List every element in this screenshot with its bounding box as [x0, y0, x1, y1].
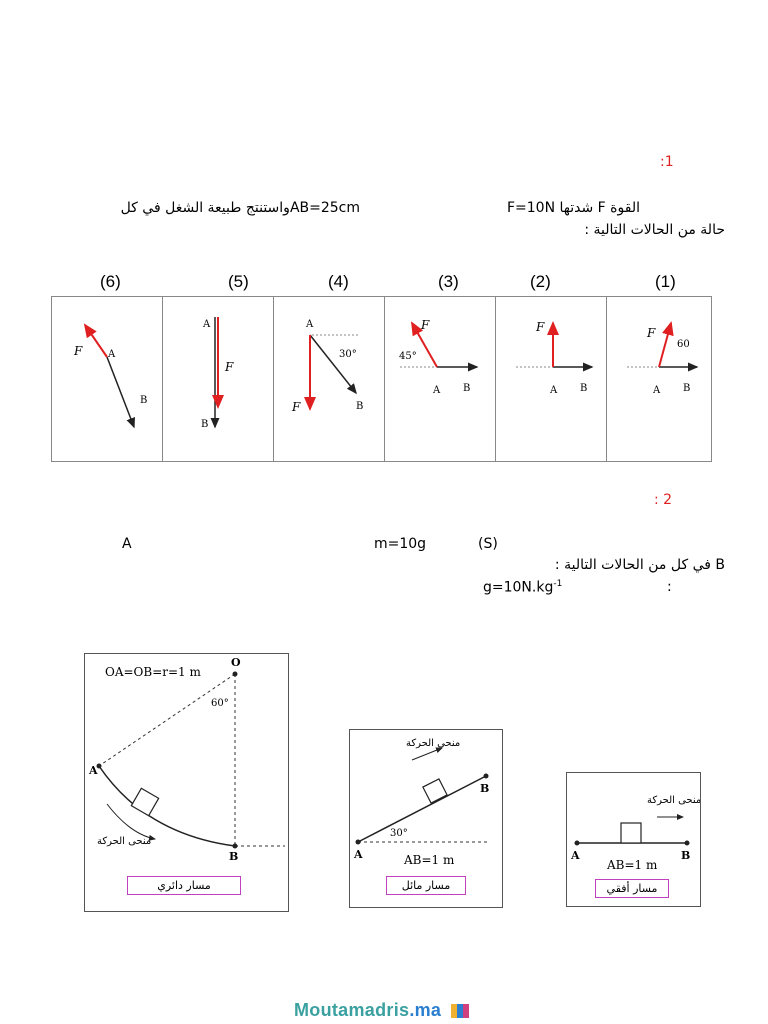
ex1-force-text: القوة F شدتها F=10N [506, 200, 640, 216]
circular-track [99, 766, 235, 846]
inclined-caption: مسار مائل [386, 876, 466, 895]
logo-mark-icon [451, 1004, 469, 1018]
force-label: F [225, 360, 234, 374]
force-label: F [536, 320, 545, 334]
force-label: F [292, 400, 301, 414]
angle-label: 30° [390, 828, 408, 839]
panel-label-5: (5) [228, 272, 249, 291]
panel-1 [606, 297, 717, 461]
direction-label: منحى الحركة [97, 836, 152, 847]
horizontal-caption: مسار أفقي [595, 879, 669, 898]
force-arrow [659, 323, 671, 367]
point-b: B [580, 383, 588, 394]
force-arrow [85, 325, 107, 357]
panel-1-diagram [607, 297, 717, 461]
point-a: A [433, 385, 441, 396]
exercise-1-number: :1 [660, 154, 674, 170]
angle-label: 60° [211, 698, 229, 709]
point-a-dot [575, 841, 580, 846]
point-a-label: A [571, 849, 580, 862]
point-a-label: A [354, 848, 363, 861]
horizontal-path-figure [566, 772, 701, 907]
point-b-dot [233, 844, 238, 849]
direction-label: منحى الحركة [406, 738, 461, 749]
point-b: B [463, 383, 471, 394]
length-label: AB=1 m [607, 858, 658, 872]
panel-5-diagram [163, 297, 273, 461]
point-a-dot [356, 840, 361, 845]
circular-caption: مسار دائري [127, 876, 241, 895]
force-label: F [421, 318, 430, 332]
angle-label: 30° [339, 349, 357, 360]
point-a: A [653, 385, 661, 396]
panel-label-3: (3) [438, 272, 459, 291]
panel-label-6: (6) [100, 272, 121, 291]
point-b-label: B [480, 782, 490, 795]
panel-2 [495, 297, 606, 461]
point-o-dot [233, 672, 238, 677]
ex2-mass: m=10g [374, 536, 427, 552]
point-b: B [140, 395, 148, 406]
panel-label-2: (2) [530, 272, 551, 291]
direction-label: منحى الحركة [647, 795, 700, 806]
panel-4 [273, 297, 384, 461]
point-b-label: B [229, 850, 239, 863]
inclined-path-figure [349, 729, 503, 908]
logo-main: Moutamadris [294, 1000, 410, 1020]
point-b-dot [685, 841, 690, 846]
gravity-value: g=10N.kg [483, 579, 554, 596]
ex2-cases-text: B في كل من الحالات التالية : [554, 557, 725, 573]
force-label: F [647, 326, 656, 340]
direction-arrow [412, 748, 442, 760]
force-label: F [74, 344, 83, 358]
panel-3-diagram [385, 297, 495, 461]
point-a: A [203, 319, 211, 330]
panel-6 [52, 297, 162, 461]
panel-6-diagram [52, 297, 162, 461]
solid-block [131, 788, 158, 815]
length-label: AB=1 m [404, 853, 455, 867]
panel-2-diagram [496, 297, 606, 461]
point-o-label: O [231, 656, 241, 669]
displacement-arrow [310, 335, 356, 393]
ex1-work-text: AB=25cmواستنتج طبيعة الشغل في كل [120, 200, 360, 216]
point-a: A [306, 319, 314, 330]
radius-oa [99, 674, 235, 766]
panel-3 [384, 297, 495, 461]
point-b: B [356, 401, 364, 412]
panel-5 [162, 297, 273, 461]
force-panels [51, 296, 712, 462]
solid-block [423, 779, 447, 803]
solid-block [621, 823, 641, 843]
ex2-point-a: A [122, 536, 132, 552]
point-b: B [201, 419, 209, 430]
gravity-exponent: -1 [553, 579, 563, 589]
point-a: A [108, 349, 116, 360]
panel-4-diagram [274, 297, 384, 461]
ex1-cases-text: حالة من الحالات التالية : [584, 222, 725, 238]
point-b: B [683, 383, 691, 394]
panel-label-4: (4) [328, 272, 349, 291]
panel-label-1: (1) [655, 272, 676, 291]
point-a: A [550, 385, 558, 396]
radius-label: OA=OB=r=1 m [105, 665, 201, 679]
circular-path-figure [84, 653, 289, 912]
ex2-gravity [483, 579, 562, 596]
ex2-colon: : [667, 579, 672, 595]
angle-label: 45° [399, 351, 417, 362]
angle-label: 60 [677, 339, 690, 350]
displacement-arrow [107, 357, 134, 427]
site-logo [294, 1000, 469, 1021]
circular-path-diagram [85, 654, 288, 911]
point-b-dot [484, 774, 489, 779]
logo-suffix: .ma [409, 1000, 442, 1020]
point-a-label: A [89, 764, 98, 777]
point-b-label: B [681, 849, 691, 862]
incline-track [358, 776, 486, 842]
ex2-solid: (S) [478, 536, 498, 552]
exercise-2-number: : 2 [654, 492, 673, 508]
